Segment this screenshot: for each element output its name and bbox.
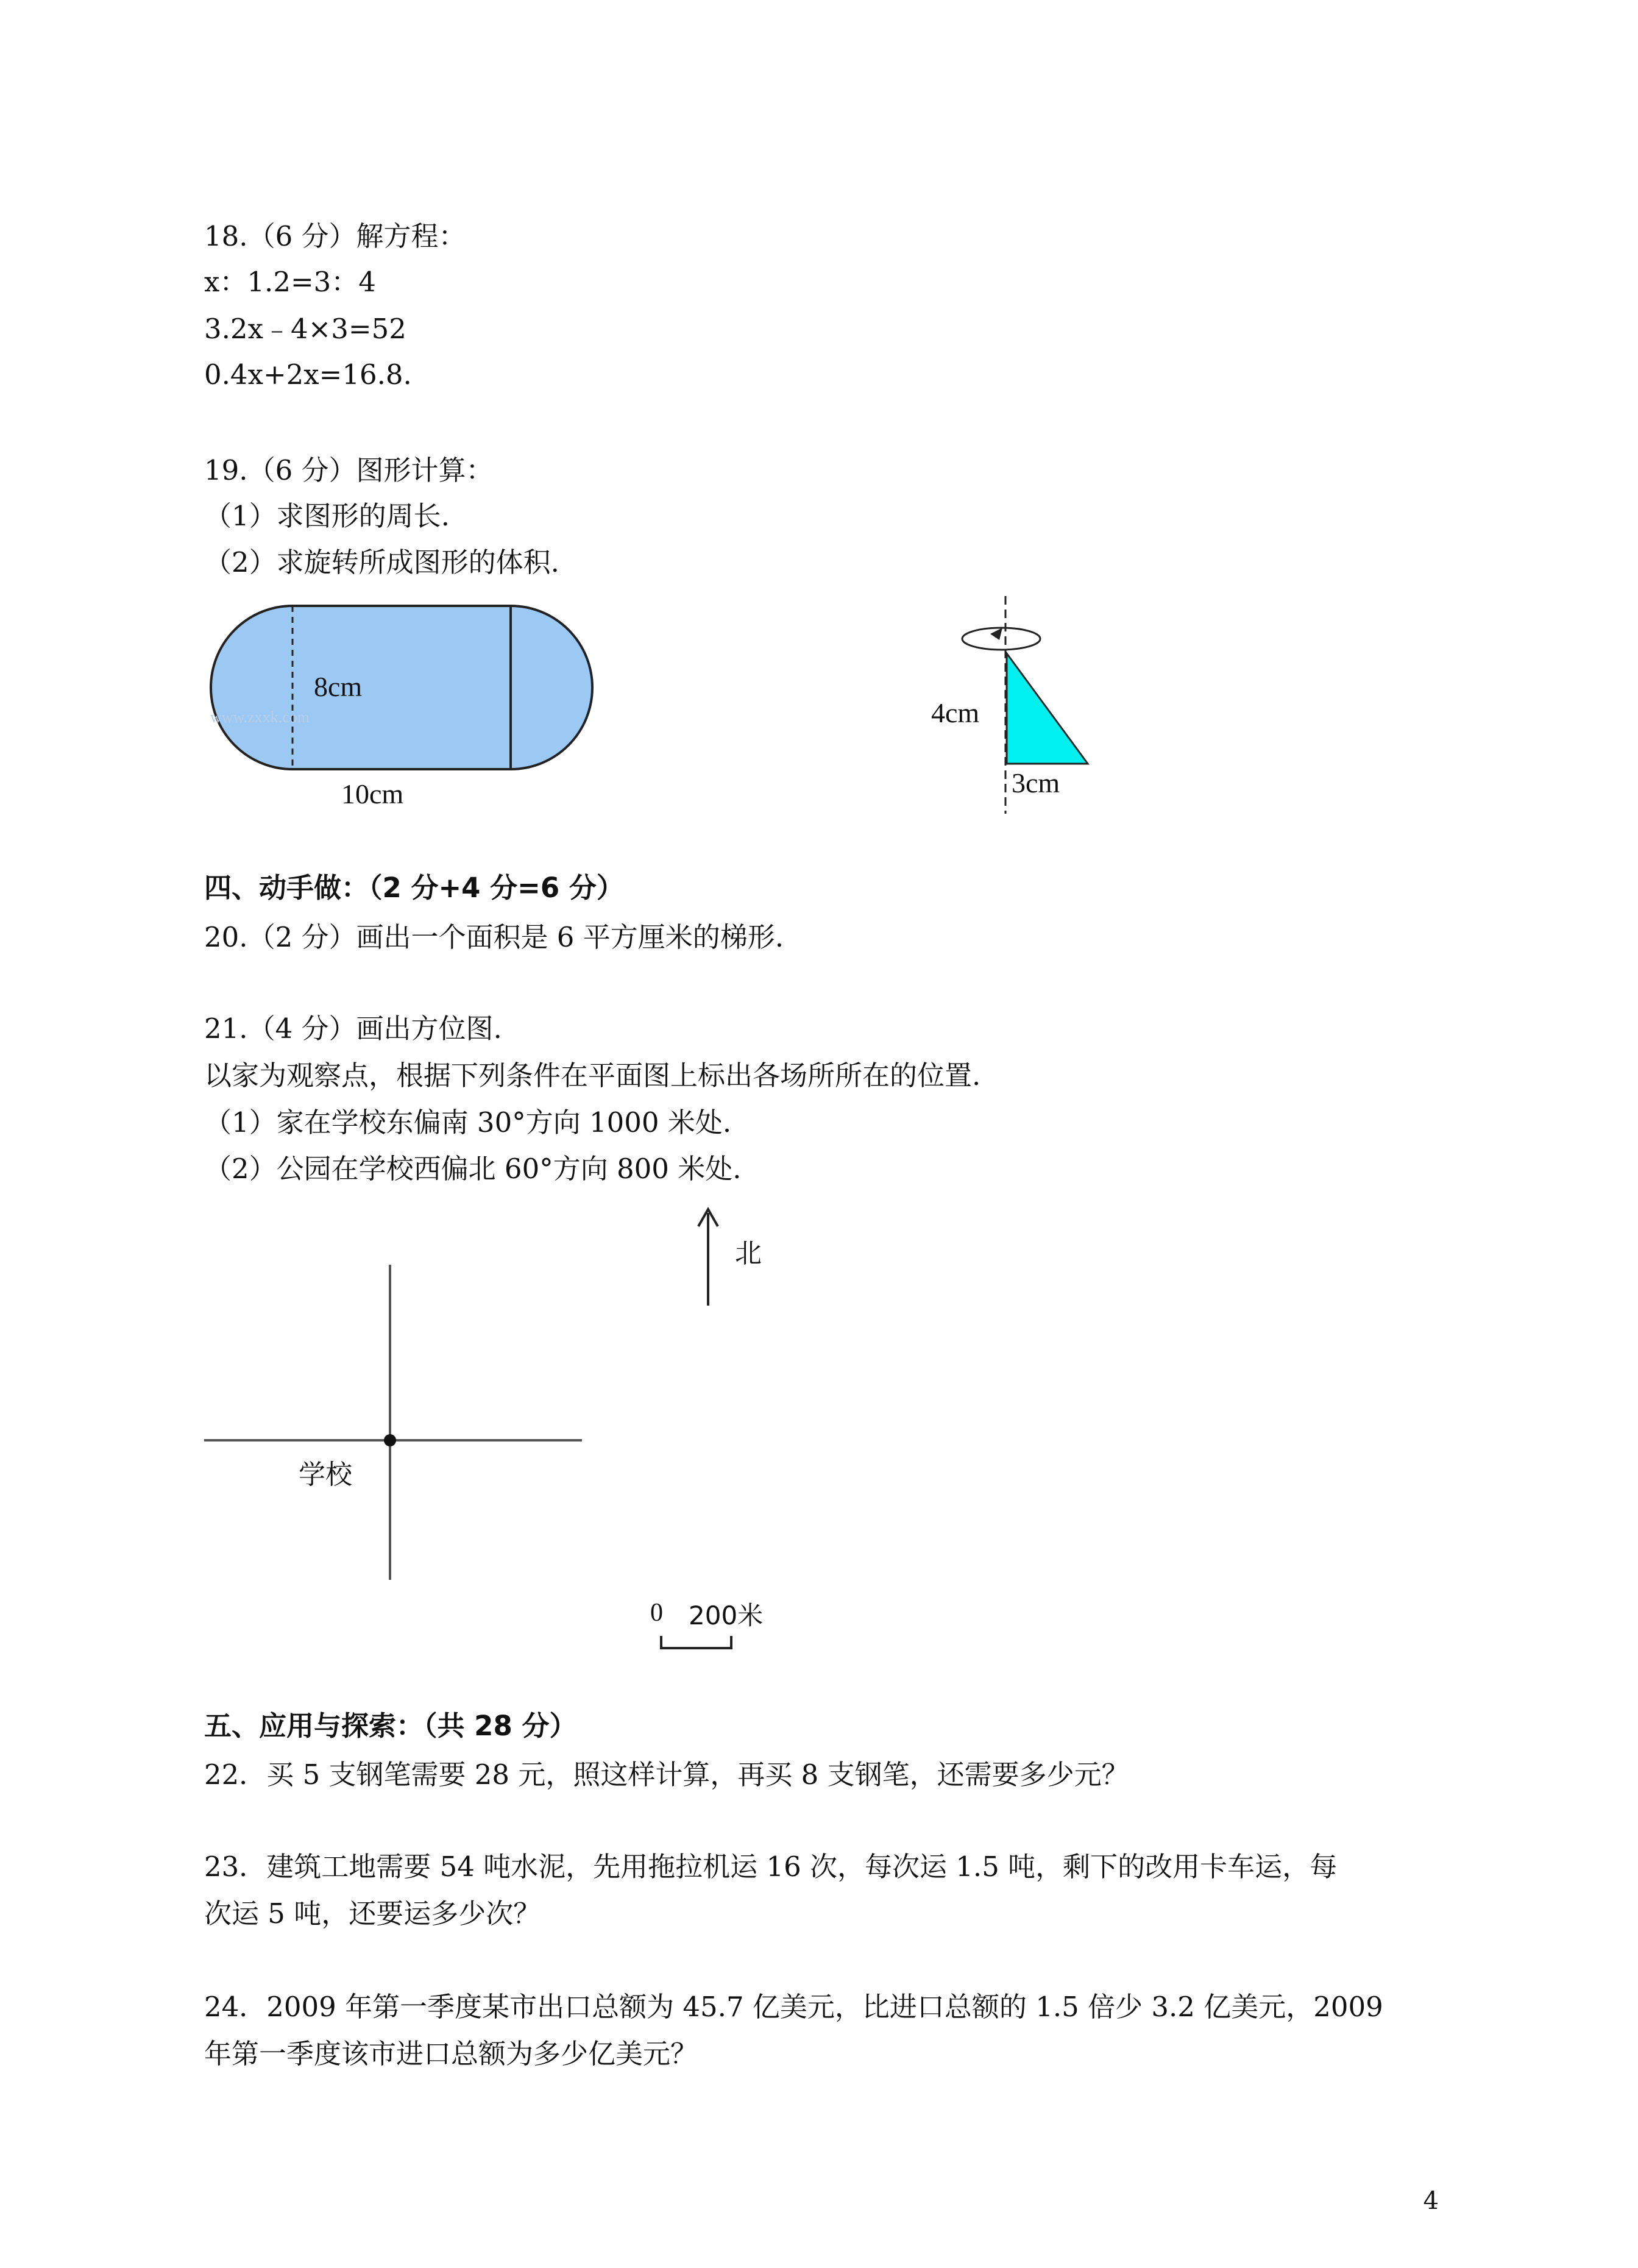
stadium-height-label: 8cm (314, 671, 363, 702)
q24-line-1: 24．2009 年第一季度某市出口总额为 45.7 亿美元，比进口总额的 1.5 倍少 3.2 亿美元，2009 (204, 1991, 1383, 2023)
q19-part-2: （2）求旋转所成图形的体积. (204, 546, 559, 578)
q20-text: 20.（2 分）画出一个面积是 6 平方厘米的梯形. (204, 921, 784, 953)
q21-condition-1: （1）家在学校东偏南 30°方向 1000 米处. (204, 1106, 732, 1139)
triangle-base-label: 3cm (1012, 767, 1060, 798)
q21-intro: 以家为观察点，根据下列条件在平面图上标出各场所所在的位置. (204, 1059, 981, 1092)
q19-part-1: （1）求图形的周长. (204, 500, 450, 532)
scale-bar (661, 1636, 731, 1648)
scale-zero-label: 0 (650, 1599, 663, 1627)
q18-equation-3: 0.4x+2x=16.8. (204, 358, 412, 391)
north-label: 北 (735, 1238, 762, 1269)
watermark: www.zxxk.com (210, 708, 310, 726)
stadium-width-label: 10cm (341, 778, 404, 809)
triangle-height-label: 4cm (931, 697, 980, 728)
q21-condition-2: （2）公园在学校西偏北 60°方向 800 米处. (204, 1153, 742, 1185)
section-4-heading: 四、动手做：（2 分+4 分=6 分） (204, 872, 624, 904)
q21-title: 21.（4 分）画出方位图. (204, 1012, 502, 1045)
q23-line-2: 次运 5 吨，还要运多少次？ (204, 1897, 541, 1930)
rotation-arrow-head (990, 628, 1002, 640)
scale-distance-label: 200米 (689, 1601, 764, 1630)
stadium-figure (211, 606, 592, 769)
direction-map (204, 1209, 731, 1648)
school-label: 学校 (299, 1459, 352, 1490)
page-number: 4 (1423, 2187, 1439, 2215)
q19-title: 19.（6 分）图形计算： (204, 454, 494, 486)
q18-equation-1: x：1.2=3：4 (204, 266, 376, 298)
q24-line-2: 年第一季度该市进口总额为多少亿美元？ (204, 2038, 698, 2070)
q18-title: 18.（6 分）解方程： (204, 220, 466, 252)
right-triangle (1007, 653, 1088, 764)
q22-text: 22．买 5 支钢笔需要 28 元，照这样计算，再买 8 支钢笔，还需要多少元？ (204, 1758, 1129, 1791)
section-5-heading: 五、应用与探索：（共 28 分） (204, 1710, 577, 1742)
q18-equation-2: 3.2x﹣4×3=52 (204, 313, 406, 345)
school-dot (384, 1434, 396, 1446)
q23-line-1: 23．建筑工地需要 54 吨水泥，先用拖拉机运 16 次，每次运 1.5 吨，剩下的改用卡车运，每 (204, 1850, 1338, 1883)
